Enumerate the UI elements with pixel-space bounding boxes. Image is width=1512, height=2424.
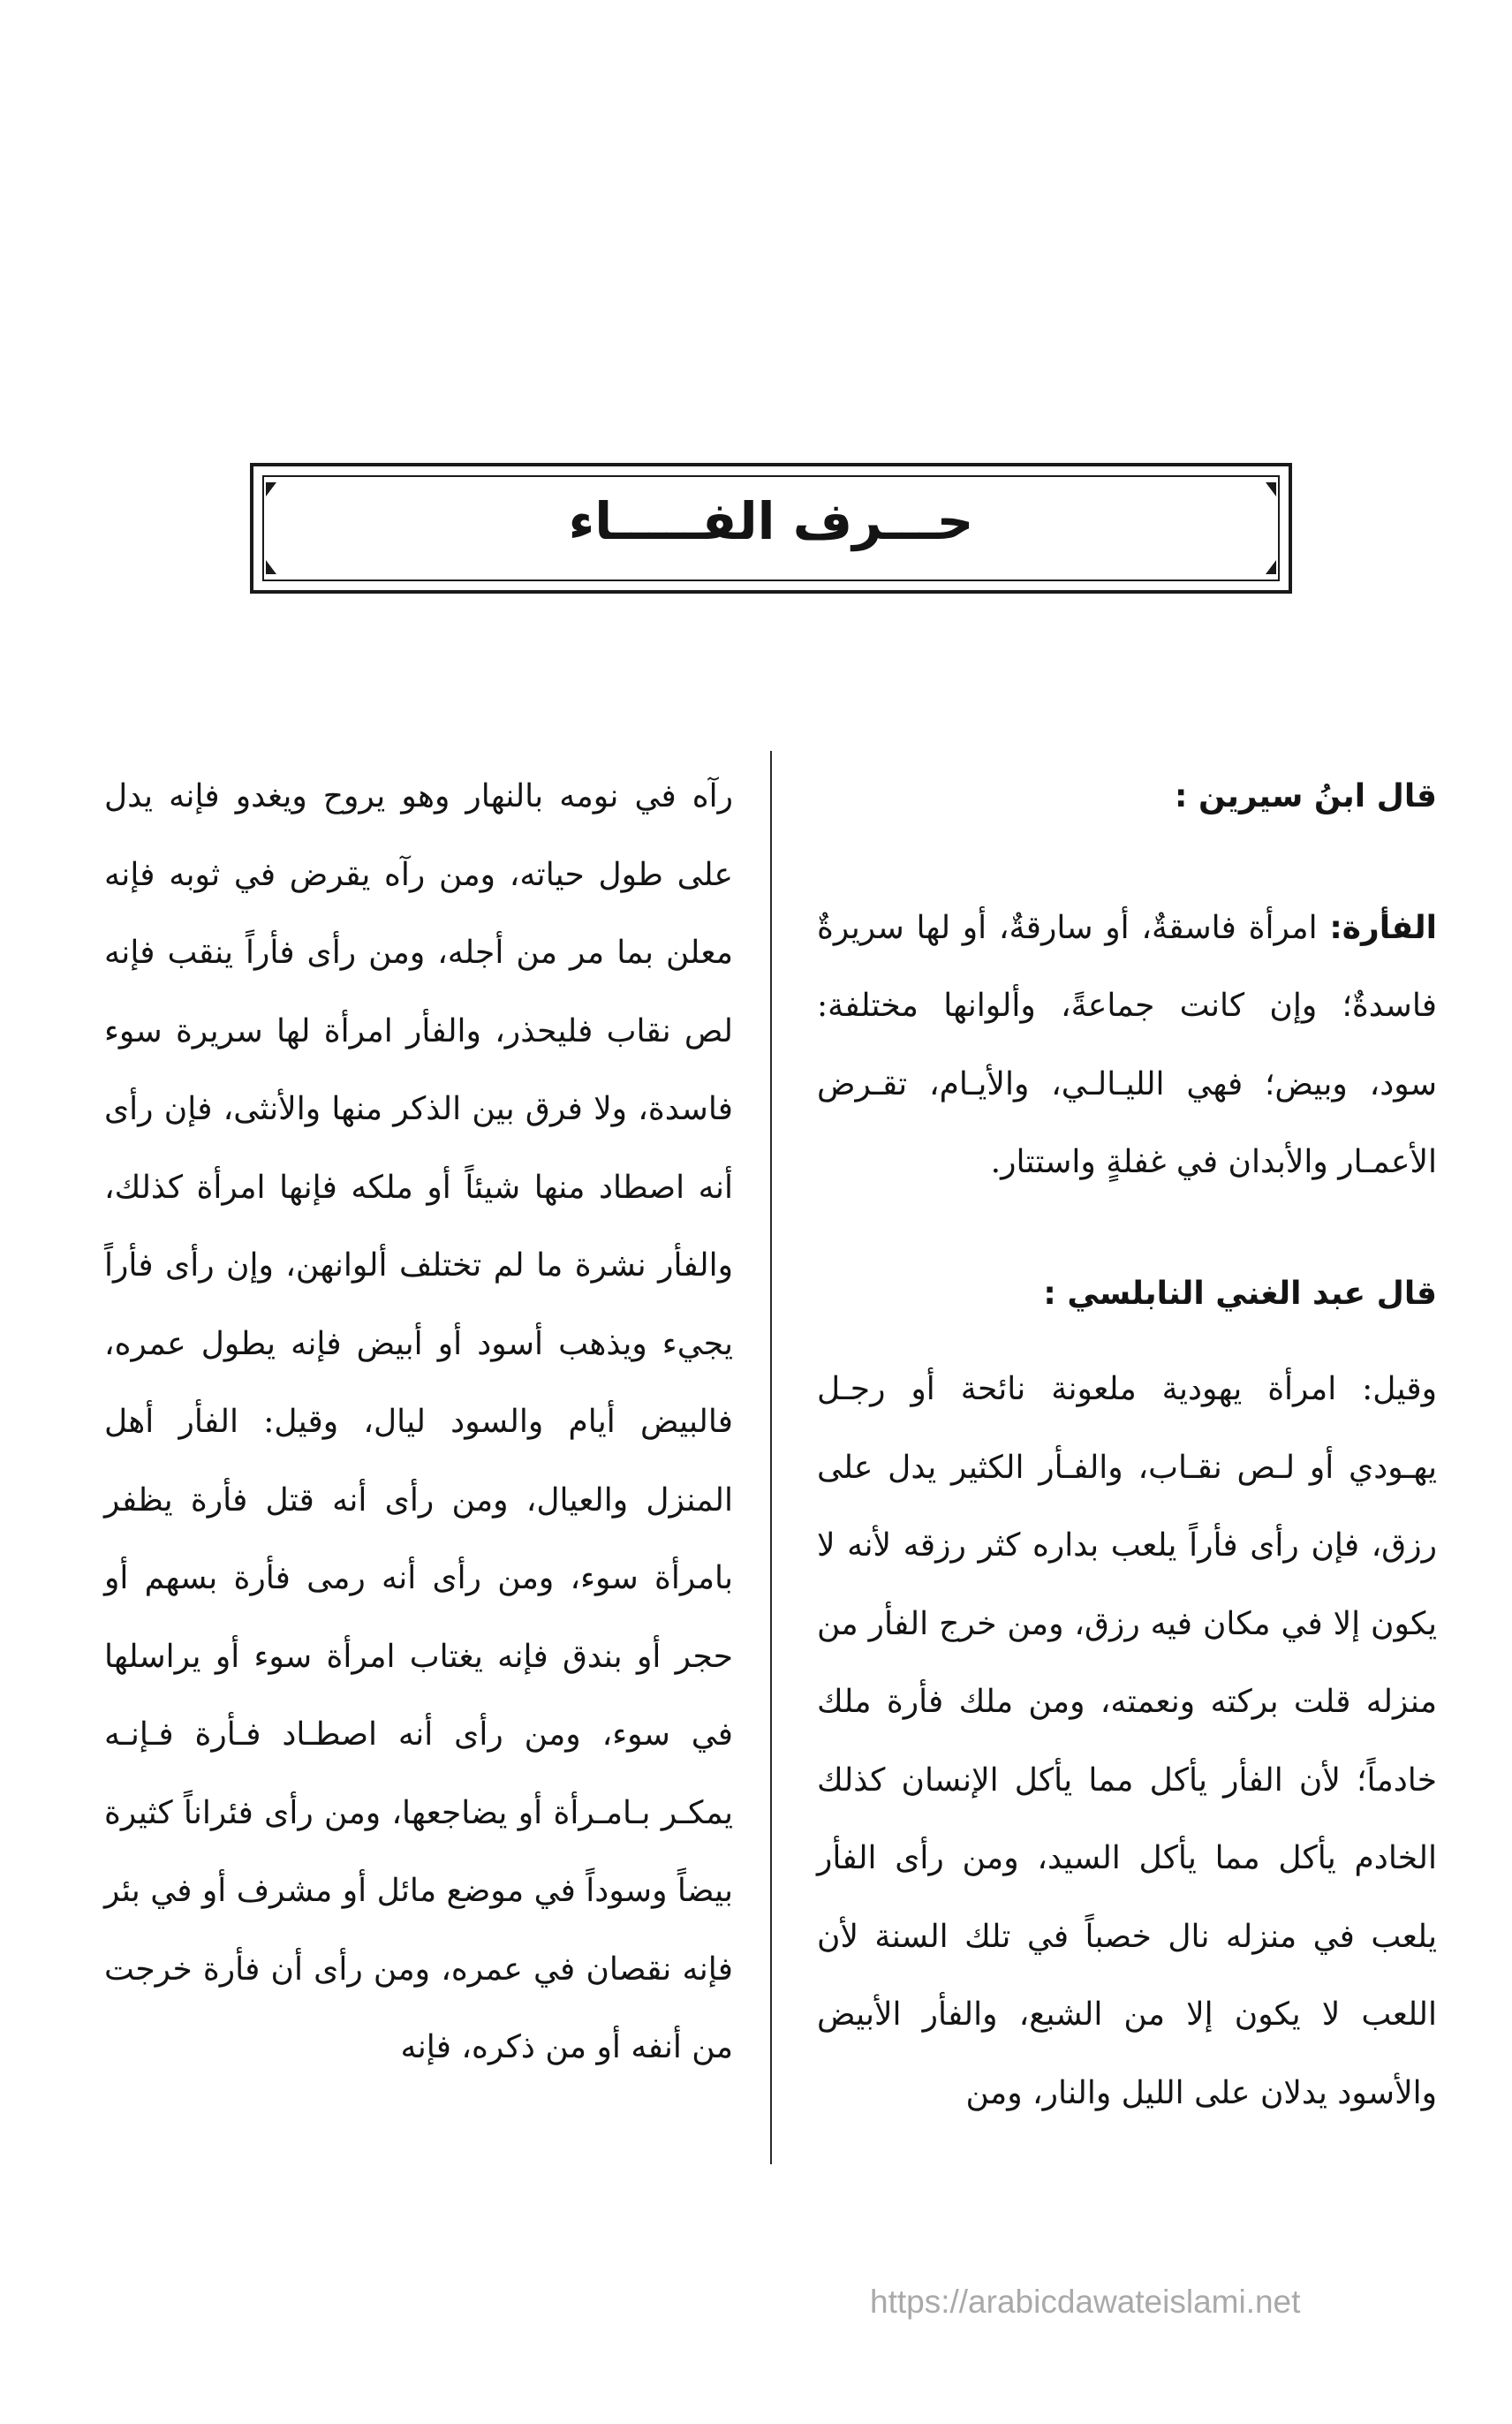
left-column (104, 758, 733, 2087)
paragraph-continued: رآه في نومه بالنهار وهو يروح ويغدو فإنه يدل على طول حياته، ومن رآه يقرض في ثوبه فإنه معلن بما مر من أجله، ومن رأى فأراً ينقب فإنه لص نقاب فليحذر، والفأر امرأة لها سريرة سوء فاسدة، ولا فرق بين الذكر منها والأنثى، فإن رأى أنه اصطاد منها شيئاً أو ملكه فإنها امرأة كذلك، والفأر نشرة ما لم تختلف ألوانهن، وإن رأى فأراً يجيء ويذهب أسود أو أبيض فإنه يطول عمره، فالبيض أيام والسود ليال، وقيل: الفأر أهل المنزل والعيال، ومن رأى أنه قتل فأرة يظفر بامرأة سوء، ومن رأى أنه رمى فأرة بسهم أو حجر أو بندق فإنه يغتاب امرأة سوء أو يراسلها في سوء، ومن رأى أنه اصطـاد فـأرة فـإنـه يمكـر بـامـرأة أو يضاجعها، ومن رأى فئراناً كثيرة بيضاً وسوداً في موضع مائل أو مشرف أو في بئر فإنه نقصان في عمره، ومن رأى أن فأرة خرجت من أنفه أو من ذكره، فإنه (104, 778, 733, 2065)
watermark-url: https://arabicdawateislami.net (870, 2284, 1301, 2320)
term-label: الفأرة: (1329, 909, 1437, 946)
paragraph-mouse-definition (817, 890, 1437, 1202)
title-frame (250, 463, 1292, 594)
paragraph-text: امرأة فاسقةٌ، أو سارقةٌ، أو لها سريرةٌ فاسدةٌ؛ وإن كانت جماعةً، وألوانها مختلفة: سود، وبيض؛ فهي الليـالـي، والأيـام، تقـرض الأعمـار والأبدان في غفلةٍ واستتار. (817, 909, 1437, 1180)
heading-ibn-sirin: قال ابنُ سيرين : (1175, 778, 1437, 814)
heading-nabulsi: قال عبد الغني النابلسي : (1043, 1275, 1437, 1312)
paragraph-nabulsi: وقيل: امرأة يهودية ملعونة نائحة أو رجـل يهـودي أو لـص نقـاب، والفـأر الكثير يدل على رزق، فإن رأى فأراً يلعب بداره كثر رزقه لأنه لا يكون إلا في مكان فيه رزق، ومن خرج الفأر من منزله قلت بركته ونعمته، ومن ملك فأرة ملك خادماً؛ لأن الفأر يأكل مما يأكل الإنسان كذلك الخادم يأكل مما يأكل السيد، ومن رأى الفأر يلعب في منزله نال خصباً في تلك السنة لأن اللعب لا يكون إلا من الشبع، والفأر الأبيض والأسود يدلان على الليل والنار، ومن (817, 1371, 1437, 2111)
corner-ornament-icon (266, 560, 276, 574)
corner-ornament-icon (1266, 560, 1276, 574)
column-divider (770, 751, 772, 2164)
right-column (817, 758, 1437, 2132)
chapter-title: حـــرف الفـــــاء (568, 491, 974, 551)
